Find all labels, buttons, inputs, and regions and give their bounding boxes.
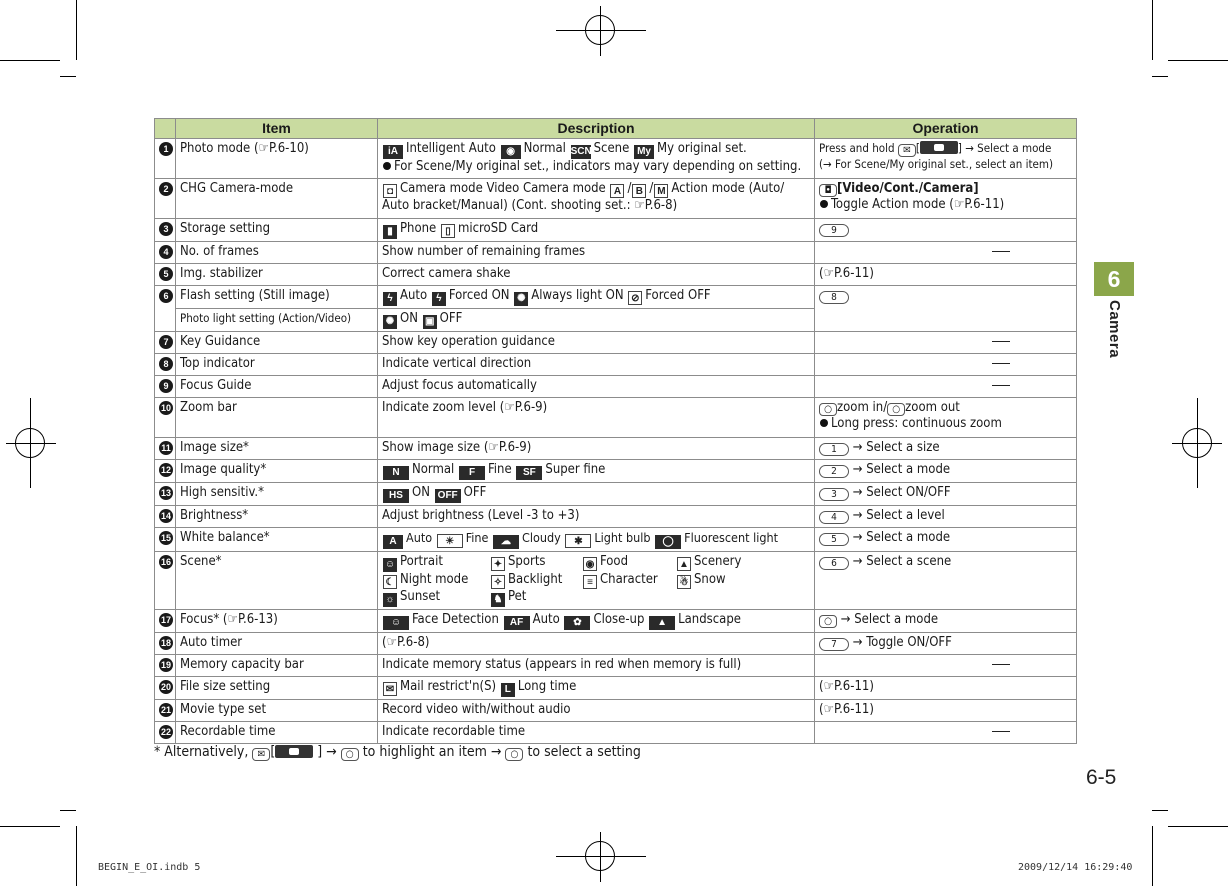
item-cell: White balance* <box>176 528 378 552</box>
quality-superfine-icon: SF <box>516 466 542 480</box>
bullet-icon <box>820 200 828 208</box>
description-cell: ◘ Camera mode Video Camera mode A / B / M Action mode (Auto/ Auto bracket/Manual) (Cont. shooting set.: ☞P.6-8) <box>378 179 815 219</box>
table-row <box>155 438 1077 460</box>
operation-cell: 1 → Select a size <box>815 438 1077 460</box>
crop-mark <box>1152 810 1168 811</box>
sunset-icon: ☼ <box>383 593 397 607</box>
not-applicable-dash <box>992 385 1010 386</box>
item-cell: CHG Camera-mode <box>176 179 378 219</box>
table-row <box>155 528 1077 552</box>
row-number: 2 <box>159 182 173 196</box>
camera-key-icon: ◘ <box>819 184 837 197</box>
row-number: 9 <box>159 379 173 393</box>
crop-mark <box>76 0 77 60</box>
camera-mode-icon: ◘ <box>383 184 397 198</box>
item-cell: Top indicator <box>176 354 378 376</box>
key-7-icon: 7 <box>819 638 849 651</box>
operation-cell: 7 → Toggle ON/OFF <box>815 633 1077 655</box>
table-row <box>155 610 1077 633</box>
description-cell: Show key operation guidance <box>378 332 815 354</box>
mail-key-icon: ✉ <box>898 144 916 157</box>
row-number: 14 <box>160 511 171 521</box>
camera-key-icon <box>275 745 313 758</box>
operation-cell: (☞P.6-11) <box>815 264 1077 286</box>
face-detection-icon: ☺ <box>383 616 409 630</box>
description-cell: (☞P.6-8) <box>378 633 815 655</box>
description-cell: ϟ Auto ϟ Forced ON ✺ Always light ON ⊘ Forced OFF <box>378 286 815 309</box>
operation-cell <box>815 354 1077 376</box>
quality-normal-icon: N <box>383 466 409 480</box>
description-cell: Indicate memory status (appears in red when memory is full) <box>378 655 815 677</box>
item-cell: Photo mode (☞P.6-10) <box>176 139 378 179</box>
table-row <box>155 700 1077 722</box>
character-icon: ≡ <box>583 575 597 589</box>
landscape-icon: ▲ <box>649 616 675 630</box>
row-number: 17 <box>160 615 171 625</box>
item-cell: Image size* <box>176 438 378 460</box>
description-cell: ✺ ON ▣ OFF <box>378 309 815 332</box>
description-cell: Adjust focus automatically <box>378 376 815 398</box>
bullet-icon <box>383 162 391 170</box>
row-number: 22 <box>160 727 171 737</box>
key-5-icon: 5 <box>819 533 849 546</box>
navigation-key-icon: ○ <box>341 748 359 761</box>
table-row <box>155 219 1077 242</box>
wb-cloudy-icon: ☁ <box>493 535 519 549</box>
flash-on-icon: ϟ <box>432 292 446 306</box>
operation-cell <box>815 286 1077 332</box>
item-cell: Focus Guide <box>176 376 378 398</box>
row-number: 8 <box>159 357 173 371</box>
high-sensitivity-on-icon: HS <box>383 489 409 503</box>
item-cell: Auto timer <box>176 633 378 655</box>
wb-light-bulb-icon: ✱ <box>565 534 591 548</box>
print-footer-file: BEGIN_E_OI.indb 5 <box>98 862 201 873</box>
operation-cell: ◘ [Video/Cont./Camera] Toggle Action mode (☞P.6-11) <box>815 179 1077 219</box>
row-number: 13 <box>160 488 171 498</box>
row-number: 16 <box>160 557 171 567</box>
description-cell: Show image size (☞P.6-9) <box>378 438 815 460</box>
item-cell: Image quality* <box>176 460 378 483</box>
key-2-icon: 2 <box>819 465 849 478</box>
item-cell: Brightness* <box>176 506 378 528</box>
item-cell: Storage setting <box>176 219 378 242</box>
crop-mark <box>76 826 77 886</box>
scene-list: ☺ Portrait ✦ Sports ◉ Food ▲ Scenery ☾ Night mode ✧ Backlight ≡ Character ☃ Snow ☼ Sunset ♞ Pet <box>384 554 742 605</box>
table-row <box>155 398 1077 438</box>
not-applicable-dash <box>992 341 1010 342</box>
wb-fluorescent-icon: ◯ <box>655 535 681 549</box>
header-item: Item <box>176 119 378 139</box>
description-cell: A Auto ☀ Fine ☁ Cloudy ✱ Light bulb ◯ Fluorescent light <box>378 528 815 552</box>
item-cell: Img. stabilizer <box>176 264 378 286</box>
bullet-icon <box>820 419 828 427</box>
item-cell: Scene* <box>176 552 378 610</box>
backlight-icon: ✧ <box>491 575 505 589</box>
mail-key-icon: ✉ <box>252 748 270 761</box>
row-number: 15 <box>160 533 171 543</box>
crop-mark <box>60 76 76 77</box>
operation-cell: 6 → Select a scene <box>815 552 1077 610</box>
item-cell: File size setting <box>176 677 378 700</box>
registration-mark <box>585 841 615 871</box>
description-cell: Record video with/without audio <box>378 700 815 722</box>
row-number: 1 <box>159 142 173 156</box>
description-cell: Show number of remaining frames <box>378 242 815 264</box>
my-original-icon: My <box>634 145 654 159</box>
crop-mark <box>1152 76 1168 77</box>
operation-cell <box>815 332 1077 354</box>
side-key-up-icon: ○ <box>819 403 837 416</box>
food-icon: ◉ <box>583 557 597 571</box>
key-3-icon: 3 <box>819 488 849 501</box>
operation-cell <box>815 219 1077 242</box>
crop-mark <box>1168 826 1228 827</box>
description-cell: N Normal F Fine SF Super fine <box>378 460 815 483</box>
operation-cell: 5 → Select a mode <box>815 528 1077 552</box>
table-row <box>155 286 1077 309</box>
header-description: Description <box>378 119 815 139</box>
not-applicable-dash <box>992 251 1010 252</box>
operation-cell <box>815 655 1077 677</box>
intelligent-auto-icon: iA <box>383 145 403 159</box>
not-applicable-dash <box>992 363 1010 364</box>
row-number: 4 <box>159 245 173 259</box>
key-8-icon: 8 <box>819 291 849 304</box>
row-number: 3 <box>159 222 173 236</box>
item-cell: Key Guidance <box>176 332 378 354</box>
header-number <box>155 119 176 139</box>
table-row <box>155 722 1077 744</box>
row-number: 18 <box>160 638 171 648</box>
table-row <box>155 655 1077 677</box>
light-on-icon: ✺ <box>383 315 397 329</box>
quality-fine-icon: F <box>459 466 485 480</box>
portrait-icon: ☺ <box>384 559 396 570</box>
chapter-number: 6 <box>1094 262 1134 296</box>
table-row <box>155 332 1077 354</box>
mail-restrict-icon: ✉ <box>383 682 397 696</box>
row-number: 21 <box>160 705 171 715</box>
wb-auto-icon: A <box>383 535 403 549</box>
registration-mark <box>585 15 615 45</box>
row-number: 19 <box>160 660 171 670</box>
item-cell: Flash setting (Still image) <box>176 286 378 309</box>
header-operation: Operation <box>815 119 1077 139</box>
operation-cell: (☞P.6-11) <box>815 677 1077 700</box>
page-number: 6-5 <box>1086 766 1117 789</box>
crop-mark <box>60 810 76 811</box>
side-key-icon: ○ <box>819 615 837 628</box>
footnote: * Alternatively, ✉ [ ] → ○ to highlight an item → ○ to select a setting <box>154 744 641 760</box>
row-number: 5 <box>159 267 173 281</box>
key-4-icon: 4 <box>819 511 849 524</box>
description-cell: HS ON OFF OFF <box>378 483 815 506</box>
flash-off-icon: ⊘ <box>628 291 642 305</box>
description-cell: ✉ Mail restrict'n(S) L Long time <box>378 677 815 700</box>
crop-mark <box>1168 60 1228 61</box>
operation-cell: Press and hold ✉ [ ] → Select a mode (→ For Scene/My original set., select an item) <box>815 139 1077 179</box>
row-number: 20 <box>160 682 171 692</box>
table-row <box>155 483 1077 506</box>
description-cell: ☺ Face Detection AF Auto ✿ Close-up ▲ Landscape <box>378 610 815 633</box>
description-cell: ▮ Phone ▯ microSD Card <box>378 219 815 242</box>
row-number: 12 <box>160 465 171 475</box>
table-row <box>155 179 1077 219</box>
operation-cell <box>815 722 1077 744</box>
side-key-down-icon: ○ <box>887 403 905 416</box>
table-row <box>155 242 1077 264</box>
row-number: 11 <box>159 441 173 455</box>
table-row <box>155 376 1077 398</box>
camera-key-icon <box>920 141 958 154</box>
not-applicable-dash <box>992 664 1010 665</box>
print-footer-timestamp: 2009/12/14 16:29:40 <box>1018 862 1133 873</box>
chapter-tab <box>1094 262 1134 366</box>
item-cell: Recordable time <box>176 722 378 744</box>
table-row <box>155 139 1077 179</box>
crop-mark <box>0 826 60 827</box>
action-auto-icon: A <box>610 184 624 198</box>
operation-cell: 2 → Select a mode <box>815 460 1077 483</box>
item-cell: Movie type set <box>176 700 378 722</box>
registration-mark <box>1182 428 1212 458</box>
row-number: 7 <box>159 335 173 349</box>
center-key-icon: ○ <box>505 748 523 761</box>
microsd-icon: ▯ <box>441 224 455 238</box>
table-header-row <box>155 119 1077 139</box>
item-cell: Focus* (☞P.6-13) <box>176 610 378 633</box>
camera-indicator-table <box>154 118 1077 744</box>
key-6-icon: 6 <box>819 557 849 570</box>
night-mode-icon: ☾ <box>383 575 397 589</box>
always-light-icon: ✺ <box>514 292 528 306</box>
table-row <box>155 677 1077 700</box>
pet-icon: ♞ <box>491 593 505 607</box>
focus-auto-icon: AF <box>504 616 530 630</box>
description-cell: iA Intelligent Auto ◉ Normal SCN Scene My My original set. For Scene/My original set., indicators may vary depending on setting. <box>378 139 815 179</box>
action-manual-icon: M <box>654 184 668 198</box>
crop-mark <box>1152 826 1153 886</box>
description-cell: Correct camera shake <box>378 264 815 286</box>
sports-icon: ✦ <box>491 557 505 571</box>
row-number: 6 <box>159 289 173 303</box>
description-cell: Adjust brightness (Level -3 to +3) <box>378 506 815 528</box>
high-sensitivity-off-icon: OFF <box>435 489 461 503</box>
operation-cell: ○ → Select a mode <box>815 610 1077 633</box>
operation-cell <box>815 376 1077 398</box>
table-row <box>155 633 1077 655</box>
flash-auto-icon: ϟ <box>383 292 397 306</box>
operation-cell: 4 → Select a level <box>815 506 1077 528</box>
item-cell: No. of frames <box>176 242 378 264</box>
key-9-icon: 9 <box>819 224 849 237</box>
description-cell: Indicate vertical direction <box>378 354 815 376</box>
table-row <box>155 552 1077 610</box>
crop-mark <box>1152 0 1153 60</box>
action-bracket-icon: B <box>632 184 646 198</box>
close-up-icon: ✿ <box>564 616 590 630</box>
operation-cell <box>815 242 1077 264</box>
description-cell: Indicate recordable time <box>378 722 815 744</box>
item-cell: Photo light setting (Action/Video) <box>176 309 378 332</box>
wb-fine-icon: ☀ <box>437 534 463 548</box>
registration-mark <box>15 428 45 458</box>
light-off-icon: ▣ <box>423 315 437 329</box>
table-row <box>155 460 1077 483</box>
chapter-title: Camera <box>1106 300 1123 359</box>
description-cell: Indicate zoom level (☞P.6-9) <box>378 398 815 438</box>
crop-mark <box>0 60 60 61</box>
key-1-icon: 1 <box>819 443 849 456</box>
table-row <box>155 354 1077 376</box>
phone-storage-icon: ▮ <box>383 225 397 239</box>
normal-mode-icon: ◉ <box>501 145 521 159</box>
not-applicable-dash <box>992 731 1010 732</box>
table-row <box>155 264 1077 286</box>
item-cell: Memory capacity bar <box>176 655 378 677</box>
long-time-icon: L <box>501 683 515 697</box>
operation-cell: ○ zoom in/ ○ zoom out Long press: continuous zoom <box>815 398 1077 438</box>
snow-icon: ☃ <box>677 575 691 589</box>
scenery-icon: ▲ <box>677 557 691 571</box>
item-cell: Zoom bar <box>176 398 378 438</box>
description-cell <box>378 552 815 610</box>
item-cell: High sensitiv.* <box>176 483 378 506</box>
operation-cell: (☞P.6-11) <box>815 700 1077 722</box>
table-row <box>155 506 1077 528</box>
scene-icon: SCN <box>570 146 592 157</box>
row-number: 10 <box>160 403 171 413</box>
operation-cell: 3 → Select ON/OFF <box>815 483 1077 506</box>
